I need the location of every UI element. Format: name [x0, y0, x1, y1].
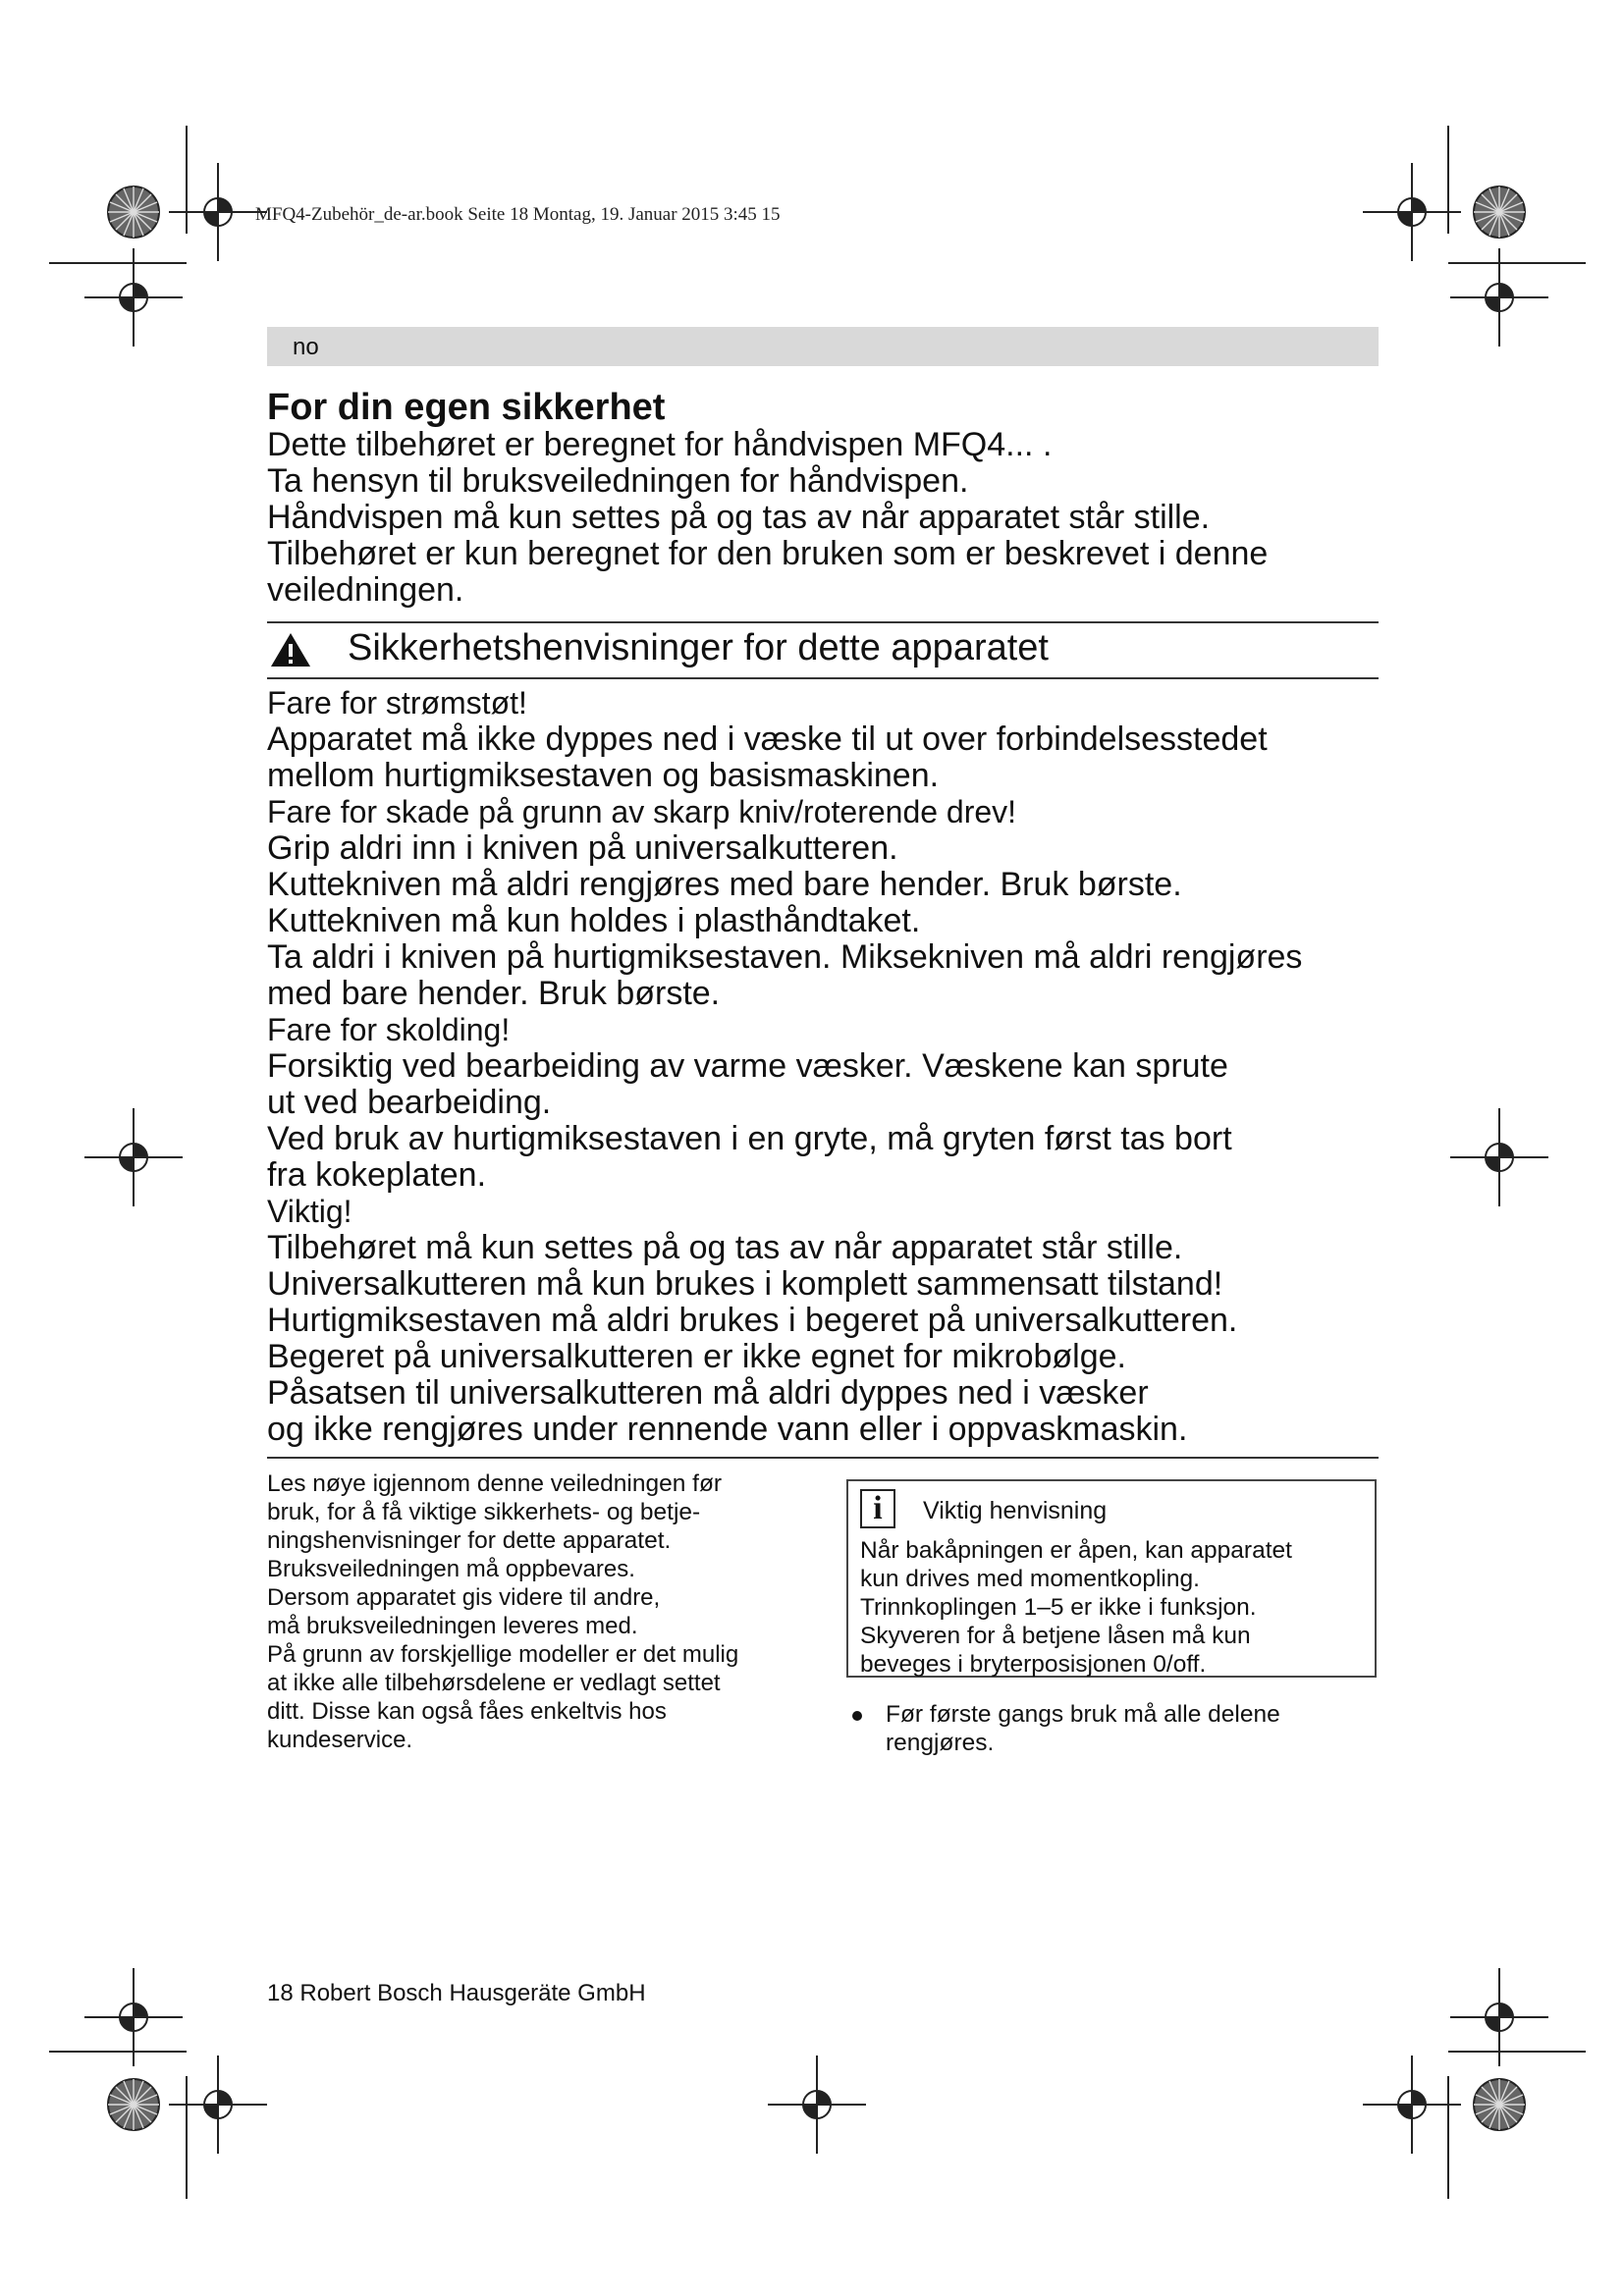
safety-title: Sikkerhetshenvisninger for dette apparatet: [348, 627, 1049, 668]
notice-line: kun drives med momentkopling.: [860, 1566, 1200, 1592]
hazard-heading: Fare for skolding!: [267, 1012, 511, 1047]
instructions-line: Dersom apparatet gis videre til andre,: [267, 1584, 661, 1611]
instructions-line: Bruksveiledningen må oppbevares.: [267, 1556, 635, 1582]
safety-text: og ikke rengjøres under rennende vann eller i oppvaskmaskin.: [267, 1411, 1188, 1448]
safety-text: Begeret på universalkutteren er ikke egnet for mikrobølge.: [267, 1338, 1127, 1375]
safety-text: Kuttekniven må aldri rengjøres med bare hender. Bruk børste.: [267, 866, 1182, 903]
divider: [267, 677, 1379, 679]
instructions-line: På grunn av forskjellige modeller er det mulig: [267, 1641, 739, 1668]
intro-line: Håndvispen må kun settes på og tas av når apparatet står stille.: [267, 499, 1211, 536]
bullet-line: rengjøres.: [886, 1730, 995, 1756]
intro-line: Ta hensyn til bruksveiledningen for håndvispen.: [267, 462, 969, 500]
safety-text: Tilbehøret må kun settes på og tas av når apparatet står stille.: [267, 1229, 1183, 1266]
page-footer: 18 Robert Bosch Hausgeräte GmbH: [267, 1980, 646, 2006]
instructions-bold-line: Les nøye igjennom denne veiledningen før: [267, 1470, 723, 1497]
safety-text: Ta aldri i kniven på hurtigmiksestaven. Miksekniven må aldri rengjøres: [267, 938, 1303, 976]
intro-title: For din egen sikkerhet: [267, 387, 666, 428]
intro-line: Tilbehøret er kun beregnet for den bruken som er beskrevet i denne: [267, 535, 1269, 572]
hazard-heading: Viktig!: [267, 1194, 352, 1229]
hazard-heading: Fare for skade på grunn av skarp kniv/roterende drev!: [267, 794, 1017, 829]
bullet-dot-icon: [852, 1711, 862, 1721]
print-header: MFQ4-Zubehör_de-ar.book Seite 18 Montag, 19. Januar 2015 3:45 15: [255, 204, 781, 225]
instructions-line: at ikke alle tilbehørsdelene er vedlagt settet: [267, 1670, 721, 1696]
warning-triangle-icon: [269, 631, 312, 668]
safety-text: Apparatet må ikke dyppes ned i væske til ut over forbindelsesstedet: [267, 721, 1268, 758]
instructions-line: ditt. Disse kan også fåes enkeltvis hos: [267, 1698, 667, 1725]
notice-line: beveges i bryterposisjonen 0/off.: [860, 1651, 1207, 1678]
info-icon: i: [860, 1489, 895, 1528]
instructions-bold-line: bruk, for å få viktige sikkerhets- og betje-: [267, 1499, 701, 1525]
intro-line: Dette tilbehøret er beregnet for håndvispen MFQ4... .: [267, 426, 1053, 463]
safety-text: Forsiktig ved bearbeiding av varme væsker. Væskene kan sprute: [267, 1047, 1228, 1085]
notice-line: Skyveren for å betjene låsen må kun: [860, 1623, 1251, 1649]
safety-text: Grip aldri inn i kniven på universalkutteren.: [267, 829, 898, 867]
instructions-line: kundeservice.: [267, 1727, 413, 1753]
hazard-heading: Fare for strømstøt!: [267, 685, 527, 721]
language-tag: no: [293, 334, 319, 360]
safety-text: mellom hurtigmiksestaven og basismaskinen.: [267, 757, 940, 794]
safety-text: med bare hender. Bruk børste.: [267, 975, 721, 1012]
important-notice-box: [846, 1479, 1377, 1678]
safety-text: Ved bruk av hurtigmiksestaven i en gryte, må gryten først tas bort: [267, 1120, 1232, 1157]
bullet-line: Før første gangs bruk må alle delene: [886, 1701, 1280, 1728]
safety-text: ut ved bearbeiding.: [267, 1084, 552, 1121]
notice-line: Trinnkoplingen 1–5 er ikke i funksjon.: [860, 1594, 1257, 1621]
language-bar: [267, 327, 1379, 366]
intro-line: veiledningen.: [267, 571, 464, 609]
divider: [267, 621, 1379, 623]
safety-text: Universalkutteren må kun brukes i komplett sammensatt tilstand!: [267, 1265, 1223, 1303]
safety-section: [267, 685, 1396, 1448]
safety-heading: [267, 625, 1379, 674]
safety-text: Hurtigmiksestaven må aldri brukes i begeret på universalkutteren.: [267, 1302, 1238, 1339]
instructions-bold-line: ningshenvisninger for dette apparatet.: [267, 1527, 672, 1554]
intro-section: [267, 388, 1386, 609]
notice-text: [860, 1536, 1371, 1679]
divider: [267, 1457, 1379, 1459]
safety-text: Kuttekniven må kun holdes i plasthåndtaket.: [267, 902, 921, 939]
notice-title: Viktig henvisning: [923, 1497, 1108, 1524]
notice-line: Når bakåpningen er åpen, kan apparatet: [860, 1537, 1292, 1564]
instructions-line: må bruksveiledningen leveres med.: [267, 1613, 638, 1639]
bullet-text: [886, 1700, 1357, 1757]
safety-text: Påsatsen til universalkutteren må aldri dyppes ned i væsker: [267, 1374, 1149, 1412]
read-instructions-column: [267, 1469, 827, 1754]
safety-text: fra kokeplaten.: [267, 1156, 487, 1194]
